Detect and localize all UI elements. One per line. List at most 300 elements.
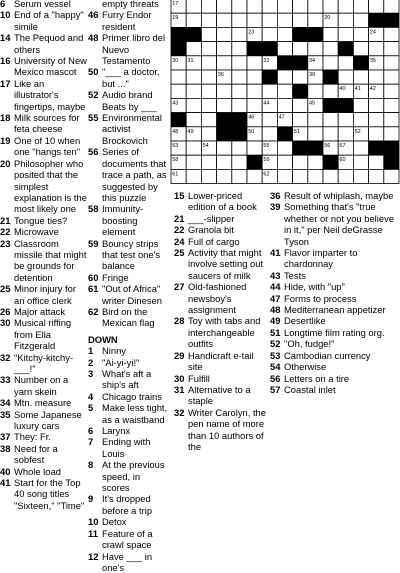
- grid-number: 59: [263, 157, 269, 163]
- clue: [0, 374, 88, 397]
- clue-number: 29: [174, 350, 188, 373]
- clue: [174, 190, 266, 213]
- grid-cell[interactable]: [293, 169, 308, 183]
- clue-text: "Oh, fudge!": [284, 338, 400, 349]
- grid-cell[interactable]: [232, 70, 247, 84]
- clue-text: Series of documents that trace a path, as suggested by this puzzle: [102, 146, 170, 203]
- clue-text: Bouncy strips that test one's balance: [102, 238, 170, 272]
- grid-cell[interactable]: [262, 0, 277, 13]
- clue-text: Toy with tabs and interchangeable outfits: [188, 315, 266, 349]
- grid-cell[interactable]: [369, 98, 384, 112]
- clue-number: 53: [270, 350, 284, 361]
- grid-cell[interactable]: [369, 169, 384, 183]
- clue-text: Minor injury for an office clerk: [14, 283, 88, 306]
- grid-cell[interactable]: [369, 155, 384, 169]
- clue: [88, 306, 170, 329]
- clue: [88, 345, 170, 356]
- grid-cell[interactable]: [262, 84, 277, 98]
- grid-cell[interactable]: [247, 13, 262, 27]
- clue-text: "___ a doctor, but ...": [102, 66, 170, 89]
- grid-cell[interactable]: [217, 42, 232, 56]
- grid-cell[interactable]: [384, 98, 399, 112]
- grid-number: 54: [203, 143, 209, 149]
- clue: [0, 466, 88, 477]
- grid-number: 41: [355, 86, 361, 92]
- grid-cell[interactable]: [201, 127, 216, 141]
- grid-cell[interactable]: [232, 84, 247, 98]
- grid-cell[interactable]: [293, 155, 308, 169]
- clue-number: 44: [270, 281, 284, 292]
- grid-cell[interactable]: [217, 84, 232, 98]
- down-header: DOWN: [88, 334, 170, 345]
- clue: [270, 327, 400, 338]
- grid-cell[interactable]: [186, 141, 201, 155]
- clues-column-3: [174, 190, 266, 400]
- grid-cell[interactable]: [369, 42, 384, 56]
- grid-cell[interactable]: [308, 42, 323, 56]
- grid-number: 48: [172, 129, 178, 135]
- grid-number: 47: [279, 115, 285, 121]
- grid-cell[interactable]: [308, 0, 323, 13]
- grid-cell[interactable]: [277, 84, 292, 98]
- grid-cell[interactable]: [186, 70, 201, 84]
- grid-cell[interactable]: [293, 42, 308, 56]
- grid-cell[interactable]: [353, 70, 368, 84]
- grid-cell[interactable]: [353, 0, 368, 13]
- clue-number: 57: [270, 384, 284, 395]
- grid-cell[interactable]: [232, 155, 247, 169]
- clue: [88, 272, 170, 283]
- black-square: [308, 27, 323, 41]
- grid-cell[interactable]: [262, 27, 277, 41]
- grid-cell[interactable]: [217, 141, 232, 155]
- clue-number: 22: [174, 224, 188, 235]
- grid-cell[interactable]: [323, 0, 338, 13]
- grid-cell[interactable]: [217, 169, 232, 183]
- clue: [174, 224, 266, 235]
- grid-number: 20: [324, 15, 330, 21]
- clue: [0, 477, 88, 511]
- black-square: [353, 56, 368, 70]
- clue: [0, 397, 88, 408]
- clue-text: Old-fashioned newsboy's assignment: [188, 281, 266, 315]
- clue-text: It's dropped before a trip: [102, 493, 170, 516]
- grid-cell[interactable]: [338, 0, 353, 13]
- grid-number: 36: [218, 72, 224, 78]
- clue-number: 56: [88, 146, 102, 203]
- grid-cell[interactable]: [338, 56, 353, 70]
- grid-cell[interactable]: [247, 141, 262, 155]
- clue-text: ___-slipper: [188, 213, 266, 224]
- grid-cell[interactable]: [277, 13, 292, 27]
- grid-cell[interactable]: [171, 70, 186, 84]
- grid-cell[interactable]: [353, 169, 368, 183]
- clue: [270, 384, 400, 395]
- grid-cell[interactable]: [323, 27, 338, 41]
- clue: [0, 431, 88, 442]
- grid-cell[interactable]: [247, 0, 262, 13]
- clue-number: 43: [270, 270, 284, 281]
- grid-cell[interactable]: [369, 0, 384, 13]
- grid-cell[interactable]: [369, 127, 384, 141]
- grid-number: 53: [172, 143, 178, 149]
- grid-cell[interactable]: [308, 169, 323, 183]
- grid-cell[interactable]: [201, 13, 216, 27]
- grid-number: 51: [294, 129, 300, 135]
- clue-text: Detox: [102, 516, 170, 527]
- clue-number: 56: [270, 373, 284, 384]
- grid-cell[interactable]: [293, 13, 308, 27]
- grid-cell[interactable]: [353, 27, 368, 41]
- black-square: [384, 155, 399, 169]
- crossword-grid: [171, 0, 400, 191]
- clue: [174, 213, 266, 224]
- grid-cell[interactable]: [323, 42, 338, 56]
- clue: [174, 315, 266, 349]
- grid-cell[interactable]: [262, 113, 277, 127]
- grid-cell[interactable]: [353, 98, 368, 112]
- grid-cell[interactable]: [201, 27, 216, 41]
- clue-text: Ninny: [102, 345, 170, 356]
- clue-number: 62: [88, 306, 102, 329]
- grid-cell[interactable]: [308, 84, 323, 98]
- clue: [0, 443, 88, 466]
- grid-cell[interactable]: [217, 98, 232, 112]
- clue-text: Larynx: [102, 425, 170, 436]
- clue: [0, 9, 88, 32]
- clue: [88, 425, 170, 436]
- grid-cell[interactable]: [217, 13, 232, 27]
- clue-text: University of New Mexico mascot: [14, 55, 88, 78]
- grid-cell[interactable]: [369, 113, 384, 127]
- clue: [88, 516, 170, 527]
- grid-cell[interactable]: [277, 42, 292, 56]
- clues-column-2: [88, 0, 170, 400]
- grid-cell[interactable]: [338, 113, 353, 127]
- clue: [0, 409, 88, 432]
- clue-text: Fulfill: [188, 373, 266, 384]
- grid-cell[interactable]: [262, 127, 277, 141]
- clue: [0, 226, 88, 237]
- grid-cell[interactable]: [186, 0, 201, 13]
- grid-cell[interactable]: [308, 113, 323, 127]
- grid-cell[interactable]: [384, 56, 399, 70]
- grid-cell[interactable]: [323, 56, 338, 70]
- grid-cell[interactable]: [293, 113, 308, 127]
- grid-cell[interactable]: [384, 70, 399, 84]
- grid-cell[interactable]: [308, 155, 323, 169]
- grid-cell[interactable]: [277, 98, 292, 112]
- grid-cell[interactable]: [293, 0, 308, 13]
- clue-number: 32: [0, 352, 14, 375]
- grid-cell[interactable]: [384, 84, 399, 98]
- grid-cell[interactable]: [353, 42, 368, 56]
- grid-number: 62: [263, 171, 269, 177]
- grid-cell[interactable]: [353, 155, 368, 169]
- grid-cell[interactable]: [293, 70, 308, 84]
- grid-cell[interactable]: [338, 169, 353, 183]
- clue: [0, 306, 88, 317]
- grid-cell[interactable]: [186, 42, 201, 56]
- clue: [270, 373, 400, 384]
- grid-cell[interactable]: [201, 98, 216, 112]
- grid-cell[interactable]: [308, 13, 323, 27]
- grid-cell[interactable]: [277, 0, 292, 13]
- clue-number: 14: [0, 32, 14, 55]
- clue: [88, 66, 170, 89]
- clue-text: What's aft a ship's aft: [102, 368, 170, 391]
- grid-cell[interactable]: [384, 169, 399, 183]
- grid-cell[interactable]: [384, 27, 399, 41]
- clue-text: Major attack: [14, 306, 88, 317]
- clue: [270, 315, 400, 326]
- clue: [0, 215, 88, 226]
- grid-cell[interactable]: [323, 113, 338, 127]
- grid-cell[interactable]: [232, 169, 247, 183]
- clue-number: 27: [174, 281, 188, 315]
- clue: [174, 373, 266, 384]
- grid-number: 60: [339, 157, 345, 163]
- black-square: [171, 42, 186, 56]
- clue-text: Hide, with "up": [284, 281, 400, 292]
- clue: [88, 493, 170, 516]
- clue: [88, 112, 170, 146]
- clue-number: 51: [270, 327, 284, 338]
- clue: [88, 203, 170, 237]
- clue-number: 37: [0, 431, 14, 442]
- black-square: [293, 27, 308, 41]
- grid-cell[interactable]: [186, 13, 201, 27]
- grid-cell[interactable]: [277, 27, 292, 41]
- grid-cell[interactable]: [201, 155, 216, 169]
- grid-number: 19: [172, 15, 178, 21]
- black-square: [171, 27, 186, 41]
- grid-cell[interactable]: [338, 70, 353, 84]
- grid-cell[interactable]: [201, 42, 216, 56]
- clue: [0, 317, 88, 351]
- grid-cell[interactable]: [217, 27, 232, 41]
- grid-cell[interactable]: [186, 169, 201, 183]
- clue: [0, 352, 88, 375]
- clue-text: Start for the Top 40 song titles "Sixteen," "Time": [14, 477, 88, 511]
- grid-cell[interactable]: [338, 13, 353, 27]
- black-square: [293, 84, 308, 98]
- grid-cell[interactable]: [232, 27, 247, 41]
- clue-number: 25: [0, 283, 14, 306]
- clue-text: Number on a yarn skein: [14, 374, 88, 397]
- clue-text: Desertlike: [284, 315, 400, 326]
- grid-cell[interactable]: [232, 0, 247, 13]
- clue-number: 11: [88, 528, 102, 551]
- grid-cell[interactable]: [247, 169, 262, 183]
- black-square: [247, 155, 262, 169]
- black-square: [293, 56, 308, 70]
- clue-number: 15: [174, 190, 188, 213]
- black-square: [262, 70, 277, 84]
- grid-cell[interactable]: [323, 84, 338, 98]
- grid-cell[interactable]: [277, 141, 292, 155]
- grid-cell[interactable]: [247, 56, 262, 70]
- clue-text: Have ___ in one's: [102, 551, 170, 573]
- clue-text: Lower-priced edition of a book: [188, 190, 266, 213]
- clue-number: 20: [0, 158, 14, 215]
- clue-text: Immunity-boosting element: [102, 203, 170, 237]
- grid-number: 35: [370, 58, 376, 64]
- clue: [270, 304, 400, 315]
- grid-cell[interactable]: [186, 98, 201, 112]
- clue-number: 21: [174, 213, 188, 224]
- grid-cell[interactable]: [308, 127, 323, 141]
- clue: [174, 407, 266, 453]
- black-square: [323, 98, 338, 112]
- grid-cell[interactable]: [201, 113, 216, 127]
- grid-cell[interactable]: [186, 113, 201, 127]
- clue-number: 28: [174, 315, 188, 349]
- black-square: [232, 127, 247, 141]
- grid-cell[interactable]: [247, 70, 262, 84]
- clue-text: Coastal inlet: [284, 384, 400, 395]
- grid-cell[interactable]: [277, 169, 292, 183]
- clue-number: 55: [88, 112, 102, 146]
- grid-cell[interactable]: [338, 27, 353, 41]
- grid-cell[interactable]: [277, 70, 292, 84]
- grid-cell[interactable]: [353, 141, 368, 155]
- grid-number: 42: [370, 86, 376, 92]
- grid-cell[interactable]: [384, 127, 399, 141]
- clue: [88, 146, 170, 203]
- clue-text: Like an illustrator's fingertips, maybe: [14, 78, 88, 112]
- black-square: [323, 70, 338, 84]
- grid-cell[interactable]: [217, 155, 232, 169]
- grid-cell[interactable]: [247, 84, 262, 98]
- black-square: [369, 141, 384, 155]
- grid-cell[interactable]: [201, 169, 216, 183]
- clue-text: "Ai-yi-yi!": [102, 357, 170, 368]
- grid-cell[interactable]: [323, 169, 338, 183]
- clue: [88, 89, 170, 112]
- clue-number: 22: [0, 226, 14, 237]
- grid-cell[interactable]: [247, 98, 262, 112]
- clue-number: 26: [0, 306, 14, 317]
- grid-cell[interactable]: [217, 56, 232, 70]
- clue-text: Milk sources for feta cheese: [14, 112, 88, 135]
- grid-cell[interactable]: [353, 13, 368, 27]
- clue-text: Tongue ties?: [14, 215, 88, 226]
- grid-number: 31: [187, 58, 193, 64]
- clue-continuation: empty threats: [88, 0, 170, 9]
- grid-number: 50: [248, 129, 254, 135]
- clue-text: Environmental activist Brockovich: [102, 112, 170, 146]
- grid-cell[interactable]: [338, 127, 353, 141]
- clue-number: 5: [88, 402, 102, 425]
- clue-number: 19: [0, 135, 14, 158]
- clue: [0, 158, 88, 215]
- grid-cell[interactable]: [369, 70, 384, 84]
- grid-cell[interactable]: [186, 84, 201, 98]
- clue: [270, 281, 400, 292]
- black-square: [262, 42, 277, 56]
- grid-number: 43: [172, 100, 178, 106]
- clue-text: Mtn. measure: [14, 397, 88, 408]
- clue-text: Letters on a tire: [284, 373, 400, 384]
- clue-text: "Out of Africa" writer Dinesen: [102, 283, 170, 306]
- grid-cell[interactable]: [262, 13, 277, 27]
- clue-number: 4: [88, 391, 102, 402]
- clue-number: 49: [270, 315, 284, 326]
- grid-cell[interactable]: [201, 0, 216, 13]
- clue: [0, 112, 88, 135]
- clue-text: Flavor imparter to chardonnay: [284, 247, 400, 270]
- grid-cell[interactable]: [323, 127, 338, 141]
- clue-number: 1: [88, 345, 102, 356]
- clue-text: At the previous speed, in scores: [102, 459, 170, 493]
- clue-text: Handicraft e-tail site: [188, 350, 266, 373]
- clue: [270, 338, 400, 349]
- clue: [88, 459, 170, 493]
- grid-number: 49: [187, 129, 193, 135]
- clue-number: 31: [174, 384, 188, 407]
- black-square: [171, 113, 186, 127]
- grid-cell[interactable]: [232, 98, 247, 112]
- grid-cell[interactable]: [384, 113, 399, 127]
- clue: [88, 357, 170, 368]
- grid-cell[interactable]: [293, 98, 308, 112]
- grid-cell[interactable]: [201, 56, 216, 70]
- black-square: [384, 13, 399, 27]
- clue-number: 58: [88, 203, 102, 237]
- clue: [88, 9, 170, 32]
- grid-cell[interactable]: [277, 155, 292, 169]
- grid-cell[interactable]: [232, 141, 247, 155]
- clue-text: Musical riffing from Ella Fitzgerald: [14, 317, 88, 351]
- clue-text: Ending with Louis: [102, 436, 170, 459]
- grid-cell[interactable]: [232, 13, 247, 27]
- grid-cell[interactable]: [217, 0, 232, 13]
- grid-cell[interactable]: [201, 84, 216, 98]
- grid-cell[interactable]: [232, 42, 247, 56]
- clue-number: 23: [0, 238, 14, 284]
- clue-number: 41: [270, 247, 284, 270]
- clue-number: 24: [174, 236, 188, 247]
- clue-text: Activity that might involve setting out saucers of milk: [188, 247, 266, 281]
- grid-cell[interactable]: [384, 0, 399, 13]
- clue-number: 40: [0, 466, 14, 477]
- black-square: [277, 56, 292, 70]
- clue: [270, 201, 400, 247]
- clue-number: 54: [270, 361, 284, 372]
- clue-text: Tests: [284, 270, 400, 281]
- grid-number: 58: [172, 157, 178, 163]
- clue-number: 9: [88, 493, 102, 516]
- clue-text: Result of whiplash, maybe: [284, 190, 400, 201]
- clue: [174, 236, 266, 247]
- black-square: [338, 42, 353, 56]
- clue-text: Some Japanese luxury cars: [14, 409, 88, 432]
- clue-number: 17: [0, 78, 14, 112]
- grid-cell[interactable]: [201, 70, 216, 84]
- clue-number: 25: [174, 247, 188, 281]
- grid-number: 17: [172, 1, 178, 7]
- grid-cell[interactable]: [232, 56, 247, 70]
- clue: [0, 283, 88, 306]
- grid-cell[interactable]: [186, 155, 201, 169]
- clue: [88, 238, 170, 272]
- clue-text: Make less tight, as a waistband: [102, 402, 170, 425]
- grid-number: 32: [263, 58, 269, 64]
- grid-cell[interactable]: [171, 84, 186, 98]
- grid-cell[interactable]: [384, 42, 399, 56]
- grid-cell[interactable]: [353, 113, 368, 127]
